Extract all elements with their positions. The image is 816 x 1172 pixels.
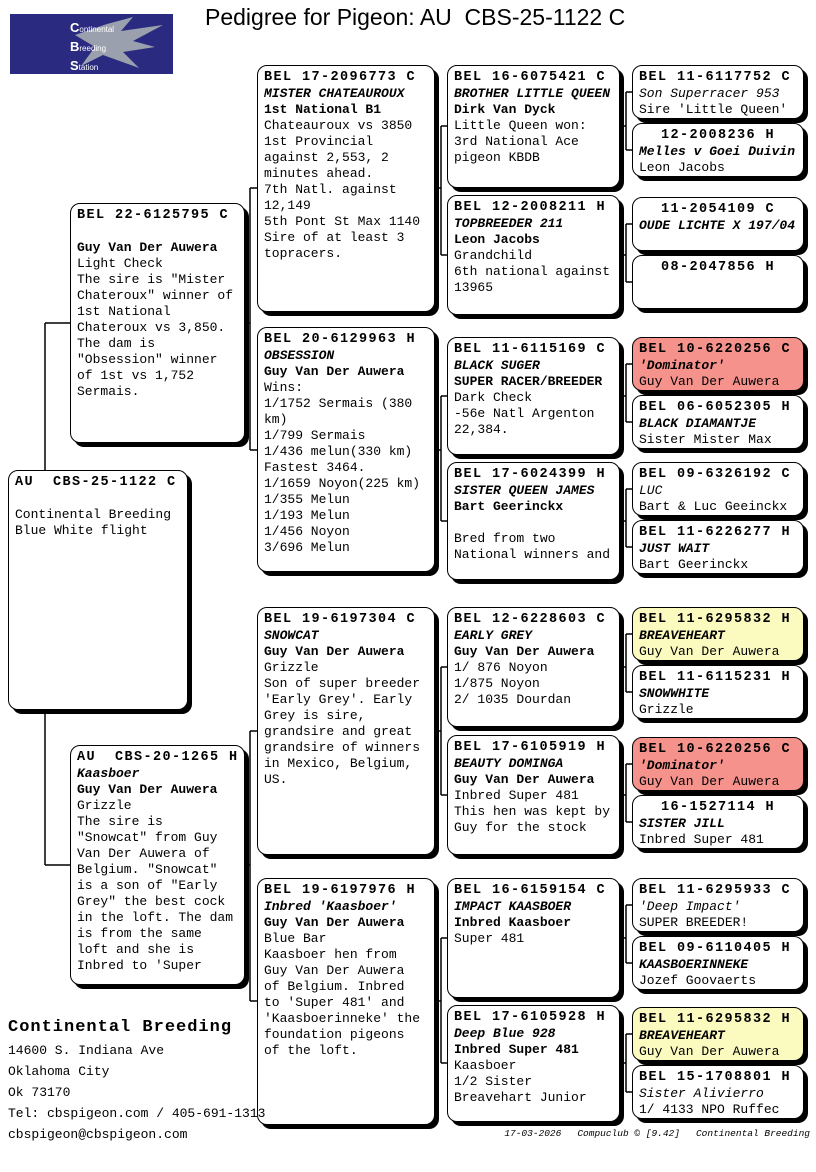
pedigree-text-line: topracers. — [264, 246, 343, 261]
pedigree-text-line: 1st National B1 — [264, 102, 382, 117]
pedigree-text-line: Inbred Super 481 — [454, 1042, 579, 1057]
pedigree-text-line: Grey" the best cock — [77, 894, 226, 909]
pedigree-text-line: SUPER BREEDER! — [639, 915, 749, 930]
loft-address-line: Ok 73170 — [8, 1085, 71, 1100]
pedigree-text-line: 6th national against — [454, 264, 611, 279]
pedigree-text-line — [77, 224, 238, 240]
pedigree-text-line: 3/696 Melun — [264, 540, 350, 555]
pedigree-text-line: in Mexico, Belgium, — [264, 756, 413, 771]
pedigree-text-line: SUPER RACER/BREEDER — [454, 374, 603, 389]
pedigree-text-line: Son of super breeder — [264, 676, 421, 691]
pedigree-text-line: 1/1659 Noyon(225 km) — [264, 476, 421, 491]
pedigree-text-line: grandsire and great — [264, 724, 413, 739]
pedigree-box-gen4-9 — [632, 665, 804, 719]
ring-number: BEL 11-6117752 C — [639, 70, 792, 85]
pedigree-text-line: is from the same — [77, 926, 202, 941]
pedigree-text-line: Dirk Van Dyck — [454, 102, 556, 117]
pedigree-text-line: is a son of "Early — [77, 878, 218, 893]
logo-initial: S — [70, 58, 79, 73]
pedigree-text-line: Breavehart Junior — [454, 1090, 587, 1105]
pedigree-text-line: Super 481 — [454, 931, 525, 946]
pedigree-text-line: 1/ 876 Noyon — [454, 660, 548, 675]
pedigree-box-gen2-0 — [257, 65, 435, 312]
pedigree-text-line: 7th Natl. against — [264, 182, 397, 197]
pedigree-box-gen3-4 — [447, 607, 620, 727]
pedigree-box-gen4-4 — [632, 337, 804, 391]
pedigree-text-line: loft and she is — [77, 942, 195, 957]
pedigree-text-line: 1st National — [77, 304, 171, 319]
pedigree-text-line: Dark Check — [454, 390, 533, 405]
ring-number: BEL 19-6197304 C — [264, 612, 417, 627]
pedigree-text-line: Grandchild — [454, 248, 533, 263]
pedigree-box-gen4-13 — [632, 936, 804, 990]
ring-number: BEL 09-6326192 C — [639, 467, 792, 482]
pedigree-text-line: of 1st vs 1,752 — [77, 368, 195, 383]
ring-number: AU CBS-25-1122 C — [15, 475, 177, 490]
pedigree-text-line: This hen was kept by — [454, 804, 611, 819]
pedigree-text-line: pigeon KBDB — [454, 150, 540, 165]
pedigree-text-line: Chateroux" winner of — [77, 288, 234, 303]
pedigree-text-line: Guy Van Der Auwera — [639, 374, 780, 389]
pedigree-text-line: 3rd National Ace — [454, 134, 579, 149]
pedigree-box-gen2-3 — [257, 878, 435, 1125]
pedigree-text-line: LUC — [639, 483, 663, 498]
pedigree-text-line: Melles v Goei Duivin — [639, 144, 796, 159]
pedigree-text-line: The sire is "Mister — [77, 272, 226, 287]
pedigree-text-line: Kaasboer — [454, 1058, 517, 1073]
pedigree-text-line: Guy for the stock — [454, 820, 587, 835]
ring-number: BEL 17-6105919 H — [454, 740, 607, 755]
pedigree-text-line: 1st Provincial — [264, 134, 374, 149]
pedigree-text-line: Belgium. "Snowcat" — [77, 862, 218, 877]
pedigree-text-line: km) — [264, 412, 288, 427]
pedigree-text-line: Inbred Super 481 — [639, 832, 764, 847]
pedigree-text-line: OBSESSION — [264, 348, 335, 363]
pedigree-text-line: foundation pigeons — [264, 1027, 405, 1042]
pedigree-box-gen4-14 — [632, 1007, 804, 1061]
pedigree-text-line: Bred from two — [454, 531, 556, 546]
pedigree-box-gen4-0 — [632, 65, 804, 119]
pedigree-box-gen4-15 — [632, 1065, 804, 1119]
pedigree-box-subject — [8, 470, 188, 710]
pedigree-text-line: Blue White flight — [15, 523, 148, 538]
pedigree-text-line: OUDE LICHTE X 197/04 — [639, 218, 796, 233]
pedigree-text-line: Guy Van Der Auwera — [77, 240, 218, 255]
pedigree-box-sire — [70, 203, 245, 443]
ring-number: BEL 20-6129963 H — [264, 332, 417, 347]
loft-contact-block — [8, 1016, 265, 1145]
pedigree-text-line: Guy Van Der Auwera — [639, 644, 780, 659]
loft-address-line: Oklahoma City — [8, 1064, 110, 1079]
pedigree-text-line: Inbred 'Kaasboer' — [264, 899, 397, 914]
ring-number: BEL 09-6110405 H — [639, 941, 792, 956]
pedigree-text-line: SISTER QUEEN JAMES — [454, 483, 595, 498]
pedigree-text-line: minutes ahead. — [264, 166, 374, 181]
pedigree-text-line: Guy Van Der Auwera — [639, 1044, 780, 1059]
pedigree-text-line: Grizzle — [639, 702, 694, 717]
print-footer — [488, 1128, 810, 1139]
pedigree-text-line: Guy Van Der Auwera — [454, 772, 595, 787]
pedigree-text-line: SNOWWHITE — [639, 686, 710, 701]
pedigree-text-line: Sire of at least 3 — [264, 230, 405, 245]
pedigree-text-line: -56e Natl Argenton — [454, 406, 595, 421]
ring-number: 11-2054109 C — [660, 202, 776, 217]
pedigree-text-line: Guy Van Der Auwera — [454, 644, 595, 659]
pedigree-box-gen3-3 — [447, 462, 620, 580]
ring-number: BEL 10-6220256 C — [639, 342, 792, 357]
pedigree-text-line: Bart & Luc Geeinckx — [639, 499, 788, 514]
pedigree-text-line: 1/799 Sermais — [264, 428, 366, 443]
ring-number: BEL 11-6295933 C — [639, 883, 792, 898]
pedigree-text-line: Fastest 3464. — [264, 460, 366, 475]
pedigree-text-line: The dam is — [77, 336, 156, 351]
pedigree-text-line: JUST WAIT — [639, 541, 710, 556]
pedigree-text-line: Inbred Super 481 — [454, 788, 579, 803]
pedigree-text-line: 1/875 Noyon — [454, 676, 540, 691]
pedigree-text-line: 'Early Grey'. Early — [264, 692, 413, 707]
pedigree-text-line: 1/355 Melun — [264, 492, 350, 507]
pedigree-text-line: Jozef Goovaerts — [639, 973, 757, 988]
ring-number: BEL 16-6075421 C — [454, 70, 607, 85]
pedigree-box-gen4-8 — [632, 607, 804, 661]
pedigree-text-line: BEAUTY DOMINGA — [454, 756, 564, 771]
pedigree-box-gen4-1 — [632, 123, 804, 177]
ring-number: 12-2008236 H — [660, 128, 776, 143]
pedigree-text-line: IMPACT KAASBOER — [454, 899, 572, 914]
pedigree-text-line: Kaasboer hen from — [264, 947, 397, 962]
pedigree-box-gen4-10 — [632, 737, 804, 791]
pedigree-text-line — [15, 491, 181, 507]
print-date: 17-03-2026 — [504, 1128, 562, 1139]
ring-number: BEL 16-6159154 C — [454, 883, 607, 898]
pedigree-text-line: Guy Van Der Auwera — [264, 915, 405, 930]
pedigree-box-gen4-11 — [632, 795, 804, 849]
pedigree-text-line: Son Superracer 953 — [639, 86, 780, 101]
loft-email: cbspigeon@cbspigeon.com — [8, 1127, 188, 1142]
pedigree-text-line: Sermais. — [77, 384, 140, 399]
pedigree-text-line: 1/1752 Sermais (380 — [264, 396, 413, 411]
pedigree-text-line: Deep Blue 928 — [454, 1026, 556, 1041]
ring-number: BEL 11-6295832 H — [639, 1012, 792, 1027]
ring-number: BEL 15-1708801 H — [639, 1070, 792, 1085]
pedigree-box-dam — [70, 745, 245, 985]
pedigree-text-line: Inbred to 'Super — [77, 958, 202, 973]
pedigree-text-line: Grizzle — [77, 798, 132, 813]
ring-number: 08-2047856 H — [660, 260, 776, 275]
ring-number: BEL 11-6115169 C — [454, 342, 607, 357]
pedigree-text-line: Wins: — [264, 380, 304, 395]
loft-phone: Tel: cbspigeon.com / 405-691-1313 — [8, 1106, 266, 1121]
ring-number: BEL 12-2008211 H — [454, 200, 607, 215]
pedigree-text-line: TOPBREEDER 211 — [454, 216, 564, 231]
pedigree-text-line — [454, 515, 613, 531]
ring-number: BEL 11-6226277 H — [639, 525, 792, 540]
pedigree-text-line: EARLY GREY — [454, 628, 533, 643]
pedigree-text-line: Sister Alivierro — [639, 1086, 764, 1101]
pedigree-box-gen4-6 — [632, 462, 804, 516]
pedigree-box-gen3-1 — [447, 195, 620, 315]
ring-number: BEL 19-6197976 H — [264, 883, 417, 898]
pedigree-text-line: 12,149 — [264, 198, 311, 213]
ring-number: BEL 17-6024399 H — [454, 467, 607, 482]
software-version: Compuclub © [9.42] — [577, 1128, 680, 1139]
logo-rest: ontinental — [79, 25, 115, 34]
pedigree-text-line: 1/436 melun(330 km) — [264, 444, 413, 459]
pedigree-text-line: 'Dominator' — [639, 358, 725, 373]
pedigree-text-line: KAASBOERINNEKE — [639, 957, 749, 972]
pedigree-text-line: 5th Pont St Max 1140 — [264, 214, 421, 229]
pedigree-text-line: Sister Mister Max — [639, 432, 772, 447]
pedigree-text-line: 1/ 4133 NPO Ruffec — [639, 1102, 780, 1117]
pedigree-text-line: 'Deep Impact' — [639, 899, 741, 914]
pedigree-text-line: Kaasboer — [77, 766, 140, 781]
loft-address-line: 14600 S. Indiana Ave — [8, 1043, 165, 1058]
pedigree-text-line: SNOWCAT — [264, 628, 319, 643]
ring-number: AU CBS-20-1265 H — [77, 750, 239, 765]
pedigree-text-line: Guy Van Der Auwera — [77, 782, 218, 797]
pedigree-text-line: in the loft. The dam — [77, 910, 234, 925]
ring-number: BEL 17-6105928 H — [454, 1010, 607, 1025]
logo-rest: reeding — [79, 44, 107, 53]
loft-name: Continental Breeding — [8, 1018, 233, 1037]
pedigree-text-line: Grey is sire, — [264, 708, 366, 723]
page-title: Pedigree for Pigeon: AU CBS-25-1122 C — [205, 4, 626, 30]
pedigree-text-line: BROTHER LITTLE QUEEN — [454, 86, 611, 101]
ring-number: BEL 11-6115231 H — [639, 670, 792, 685]
pedigree-text-line: 1/2 Sister — [454, 1074, 533, 1089]
pedigree-text-line: against 2,553, 2 — [264, 150, 389, 165]
pedigree-box-gen4-2 — [632, 197, 804, 251]
ring-number: BEL 17-2096773 C — [264, 70, 417, 85]
pedigree-text-line: The sire is — [77, 814, 163, 829]
ring-number: BEL 11-6295832 H — [639, 612, 792, 627]
pedigree-text-line: Bart Geerinckx — [639, 557, 749, 572]
pedigree-text-line: Bart Geerinckx — [454, 499, 564, 514]
logo-initial: B — [70, 39, 80, 54]
pedigree-text-line: Van Der Auwera of — [77, 846, 210, 861]
pedigree-text-line: SISTER JILL — [639, 816, 725, 831]
pedigree-box-gen4-5 — [632, 395, 804, 449]
pedigree-text-line: "Snowcat" from Guy — [77, 830, 218, 845]
pedigree-text-line: Sire 'Little Queen' — [639, 102, 788, 117]
pedigree-text-line: Chateauroux vs 3850 — [264, 118, 413, 133]
pedigree-text-line: grandsire of winners — [264, 740, 421, 755]
pedigree-text-line: 'Kaasboerinneke' the — [264, 1011, 421, 1026]
pedigree-box-gen3-0 — [447, 65, 620, 188]
pedigree-box-gen2-2 — [257, 607, 435, 855]
pedigree-box-gen4-7 — [632, 520, 804, 574]
pedigree-text-line: BREAVEHEART — [639, 1028, 725, 1043]
logo-rest: tation — [78, 63, 99, 72]
pedigree-text-line: Inbred Kaasboer — [454, 915, 572, 930]
logo-initial: C — [70, 20, 80, 35]
pedigree-text-line: 1/456 Noyon — [264, 524, 350, 539]
pedigree-box-gen3-5 — [447, 735, 620, 855]
ring-number: 16-1527114 H — [660, 800, 776, 815]
ring-number: BEL 06-6052305 H — [639, 400, 792, 415]
pedigree-text-line: Leon Jacobs — [454, 232, 540, 247]
pedigree-text-line: Guy Van Der Auwera — [264, 644, 405, 659]
pedigree-box-gen4-3 — [632, 255, 804, 309]
pedigree-text-line: Continental Breeding — [15, 507, 172, 522]
pedigree-text-line: MISTER CHATEAUROUX — [264, 86, 405, 101]
pedigree-box-gen2-1 — [257, 327, 435, 572]
pedigree-text-line: of the loft. — [264, 1043, 358, 1058]
ring-number: BEL 22-6125795 C — [77, 208, 230, 223]
pedigree-box-gen3-2 — [447, 337, 620, 455]
pedigree-text-line: US. — [264, 772, 288, 787]
footer-brand: Continental Breeding — [695, 1128, 810, 1139]
pedigree-text-line: BLACK SUGER — [454, 358, 540, 373]
pedigree-text-line: National winners and — [454, 547, 611, 562]
pedigree-text-line: Chateroux vs 3,850. — [77, 320, 226, 335]
pedigree-text-line: BLACK DIAMANTJE — [639, 416, 757, 431]
pedigree-text-line: of Belgium. Inbred — [264, 979, 405, 994]
pedigree-text-line: Leon Jacobs — [639, 160, 725, 175]
pedigree-text-line: Guy Van Der Auwera — [639, 774, 780, 789]
pedigree-text-line: to 'Super 481' and — [264, 995, 405, 1010]
pedigree-text-line: 22,384. — [454, 422, 509, 437]
pedigree-text-line: Little Queen won: — [454, 118, 587, 133]
pedigree-box-gen3-6 — [447, 878, 620, 998]
pedigree-text-line: Guy Van Der Auwera — [264, 364, 405, 379]
pedigree-text-line: BREAVEHEART — [639, 628, 725, 643]
pedigree-text-line: Light Check — [77, 256, 163, 271]
pedigree-text-line: Grizzle — [264, 660, 319, 675]
pedigree-text-line: 'Dominator' — [639, 758, 725, 773]
pedigree-text-line: Blue Bar — [264, 931, 327, 946]
pedigree-text-line: "Obsession" winner — [77, 352, 218, 367]
pedigree-text-line: Guy Van Der Auwera — [264, 963, 405, 978]
pedigree-text-line: 2/ 1035 Dourdan — [454, 692, 572, 707]
ring-number: BEL 10-6220256 C — [639, 742, 792, 757]
pedigree-box-gen4-12 — [632, 878, 804, 932]
pedigree-box-gen3-7 — [447, 1005, 620, 1122]
ring-number: BEL 12-6228603 C — [454, 612, 607, 627]
pedigree-text-line: 1/193 Melun — [264, 508, 350, 523]
pedigree-text-line: 13965 — [454, 280, 494, 295]
